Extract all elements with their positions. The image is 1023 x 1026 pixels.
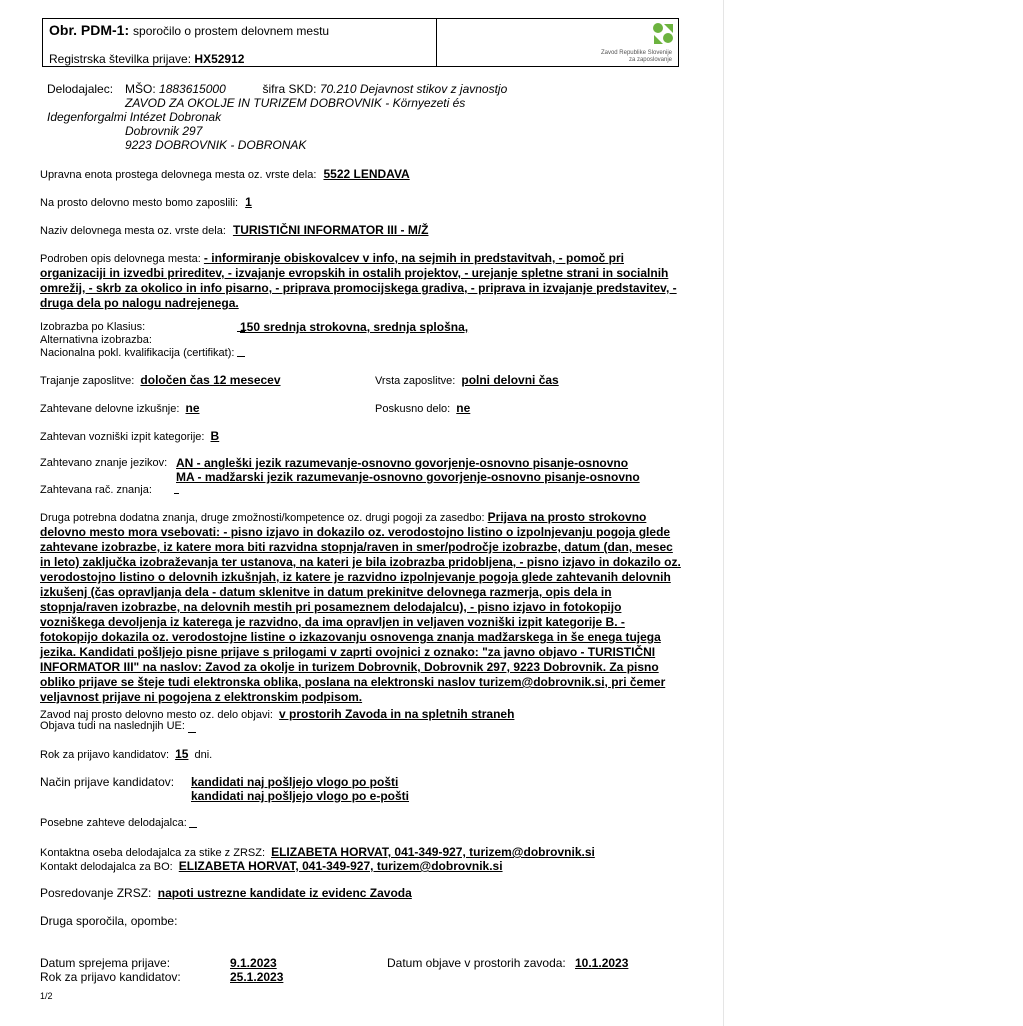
logo-caption-line2: za zaposlovanje (628, 57, 672, 63)
mso-label: MŠO: (125, 82, 156, 96)
vozniski-value: B (210, 429, 220, 443)
registration-number: HX52912 (194, 52, 245, 66)
viewer-background (723, 0, 1023, 1026)
skd-label: šifra SKD: (262, 82, 317, 96)
naziv-label: Naziv delovnega mesta oz. vrste dela: (40, 225, 226, 237)
skd-description: Dejavnost stikov z javnostjo (359, 82, 508, 96)
opis-paragraph (40, 251, 685, 311)
izkusnje-label: Zahtevane delovne izkušnje: (40, 403, 180, 415)
alt-izobrazba-blank (237, 331, 245, 332)
objavi-label: Zavod naj prosto delovno mesto oz. delo objavi: (40, 709, 273, 721)
jezik-2: MA - madžarski jezik razumevanje-osnovno govorjenje-osnovno pisanje-osnovno (176, 470, 640, 484)
objavi-row (40, 707, 517, 721)
ue-label: Objava tudi na naslednjih UE: (40, 720, 185, 732)
izkusnje-value: ne (185, 401, 200, 415)
header-divider (436, 19, 437, 66)
nacin-2: kandidati naj pošljejo vlogo po e-pošti (191, 789, 410, 803)
employer-name-line1: ZAVOD ZA OKOLJE IN TURIZEM DOBROVNIK - Környezeti és (125, 96, 466, 110)
izobrazba-value: 150 srednja strokovna, srednja splošna, (240, 320, 469, 334)
page-number: 1/2 (40, 991, 53, 1001)
druga-label: Druga potrebna dodatna znanja, druge zmožnosti/kompetence oz. drugi pogoji za zasedbo: (40, 512, 485, 524)
employer-label: Delodajalec: (47, 82, 114, 96)
zaposlili-value: 1 (245, 195, 252, 209)
zrsz-logo-icon (651, 21, 675, 45)
kontakt-zrsz-value: ELIZABETA HORVAT, 041-349-927, turizem@dobrovnik.si (271, 845, 595, 859)
form-title-line (49, 22, 329, 38)
rok-row (40, 747, 212, 761)
footer-rok-label: Rok za prijavo kandidatov: (40, 970, 181, 984)
rok-unit: dni. (194, 749, 213, 761)
posredovanje-value: napoti ustrezne kandidate iz evidenc Zavoda (157, 886, 412, 900)
vrsta-row (375, 373, 562, 387)
rac-znanja-label: Zahtevana rač. znanja: (40, 484, 152, 496)
trajanje-row (40, 373, 284, 387)
objava-label: Datum objave v prostorih zavoda: (387, 956, 566, 970)
logo-caption (601, 50, 672, 64)
posredovanje-label: Posredovanje ZRSZ: (40, 886, 152, 900)
vrsta-value: polni delovni čas (461, 373, 559, 387)
form-code: Obr. PDM-1: (49, 22, 130, 38)
opis-label: Podroben opis delovnega mesta: (40, 253, 201, 265)
employer-address-line2: 9223 DOBROVNIK - DOBRONAK (125, 138, 307, 152)
objava-value: 10.1.2023 (575, 956, 629, 970)
opombe-label: Druga sporočila, opombe: (40, 914, 178, 928)
sprejem-label: Datum sprejema prijave: (40, 956, 171, 970)
registration-label: Registrska številka prijave: (49, 52, 192, 66)
poskusno-row (375, 401, 473, 415)
kontakt-bo-value: ELIZABETA HORVAT, 041-349-927, turizem@dobrovnik.si (178, 859, 503, 873)
npk-blank (237, 344, 245, 357)
posredovanje-row (40, 886, 415, 900)
alt-izobrazba-label: Alternativna izobrazba: (40, 334, 152, 346)
posebne-blank (189, 815, 197, 828)
upravna-enota-value: 5522 LENDAVA (323, 167, 410, 181)
vozniski-row (40, 429, 222, 443)
vrsta-label: Vrsta zaposlitve: (375, 375, 456, 387)
jezik-1: AN - angleški jezik razumevanje-osnovno govorjenje-osnovno pisanje-osnovno (176, 456, 629, 470)
employer-address-line1: Dobrovnik 297 (125, 124, 203, 138)
employer-codes (125, 82, 507, 96)
upravna-enota-row (40, 167, 414, 181)
zaposlili-label: Na prosto delovno mesto bomo zaposlili: (40, 197, 239, 209)
izkusnje-row (40, 401, 206, 415)
nacin-label: Način prijave kandidatov: (40, 775, 175, 789)
kontakt-zrsz-row (40, 845, 598, 859)
rac-znanja-blank (174, 481, 179, 494)
zaposlili-row (40, 195, 256, 209)
opis-value: - informiranje obiskovalcev v info, na sejmih in predstavitvah, - pomoč pri organizaciji in izvedbi prireditev, - izvajanje evropskih in ostalih projektov, - urejanje spletne strani in socialnih omrežij, - skrb za okolico in info pisarno, - priprava promocijskega gradiva, - priprava in izvajanje predstavitev, - druga dela po nalogu nadrejenega. (40, 251, 677, 310)
naziv-value: TURISTIČNI INFORMATOR III - M/Ž (232, 223, 429, 237)
sprejem-value: 9.1.2023 (230, 956, 277, 970)
upravna-enota-label: Upravna enota prostega delovnega mesta oz. vrste dela: (40, 169, 317, 181)
druga-value: Prijava na prosto strokovno delovno mesto mora vsebovati: - pisno izjavo in dokazilo oz. verodostojno listino o izpolnjevanju pogoja glede zahtevane izobrazbe, iz katere mora biti razvidna stopnja/raven in smer/področje izobrazbe, datum (dan, mesec in leto) zaključka izobraževanja ter ustanova, na kateri je bila izobrazba pridobljena, - pisno izjavo in dokazilo oz. verodostojno listino o delovnih izkušnjah, iz katere je razvidno izpolnjevanje pogoja glede zahtevanih delovnih izkušenj (čas opravljanja dela - datum sklenitve in datum prekinitve delovnega razmerja, opis dela in stopnja/raven izobrazbe, na delovnih mestih pri posameznem delodajalcu), - pisno izjavo in fotokopijo vozniškega devoljenja iz katerega je razvidno, da ima opravljen in veljaven vozniški izpit kategorije B. - fotokopijo dokazila oz. verodostojne listine o izkazovanju osnovenga znanja madžarskega in še enega tujega jezika. Kandidati pošljejo pisne prijave s prilogami v zaprti ovojnici z oznako: "za javno objavo - TURISTIČNI INFORMATOR III" na naslov: Zavod za okolje in turizem Dobrovnik, Dobrovnik 297, 9223 Dobrovnik. Za pisno obliko prijave se šteje tudi elektronska oblika, poslana na elektronski naslov turizem@dobrovnik.si, pri čemer veljavnost prijave ni pogojena z elektronskim podpisom. (40, 510, 681, 704)
mso-value: 1883615000 (159, 82, 226, 96)
form-title: sporočilo o prostem delovnem mestu (133, 24, 330, 38)
druga-paragraph (40, 510, 685, 705)
nacin-1: kandidati naj pošljejo vlogo po pošti (191, 775, 399, 789)
page-edge (723, 0, 724, 1026)
poskusno-label: Poskusno delo: (375, 403, 451, 415)
naziv-row (40, 223, 432, 237)
kontakt-bo-row (40, 859, 506, 873)
ue-blank (188, 720, 196, 733)
trajanje-label: Trajanje zaposlitve: (40, 375, 135, 387)
objavi-value: v prostorih Zavoda in na spletnih straneh (279, 707, 515, 721)
posebne-label: Posebne zahteve delodajalca: (40, 817, 187, 829)
rok-label: Rok za prijavo kandidatov: (40, 749, 170, 761)
vozniski-label: Zahtevan vozniški izpit kategorije: (40, 431, 205, 443)
logo-caption-line1: Zavod Republike Slovenije (600, 50, 672, 56)
registration-line (49, 52, 244, 66)
form-header (42, 18, 679, 67)
kontakt-bo-label: Kontakt delodajalca za BO: (40, 861, 173, 873)
rok-value: 15 (175, 747, 189, 761)
footer-rok-value: 25.1.2023 (230, 970, 284, 984)
jeziki-label: Zahtevano znanje jezikov: (40, 457, 168, 469)
kontakt-zrsz-label: Kontaktna oseba delodajalca za stike z ZRSZ: (40, 847, 266, 859)
employer-name-line2: Idegenforgalmi Intézet Dobronak (47, 110, 222, 124)
poskusno-value: ne (456, 401, 471, 415)
npk-label: Nacionalna pokl. kvalifikacija (certifikat): (40, 347, 235, 359)
skd-value: 70.210 (319, 82, 357, 96)
izobrazba-label: Izobrazba po Klasius: (40, 321, 146, 333)
trajanje-value: določen čas 12 mesecev (140, 373, 281, 387)
